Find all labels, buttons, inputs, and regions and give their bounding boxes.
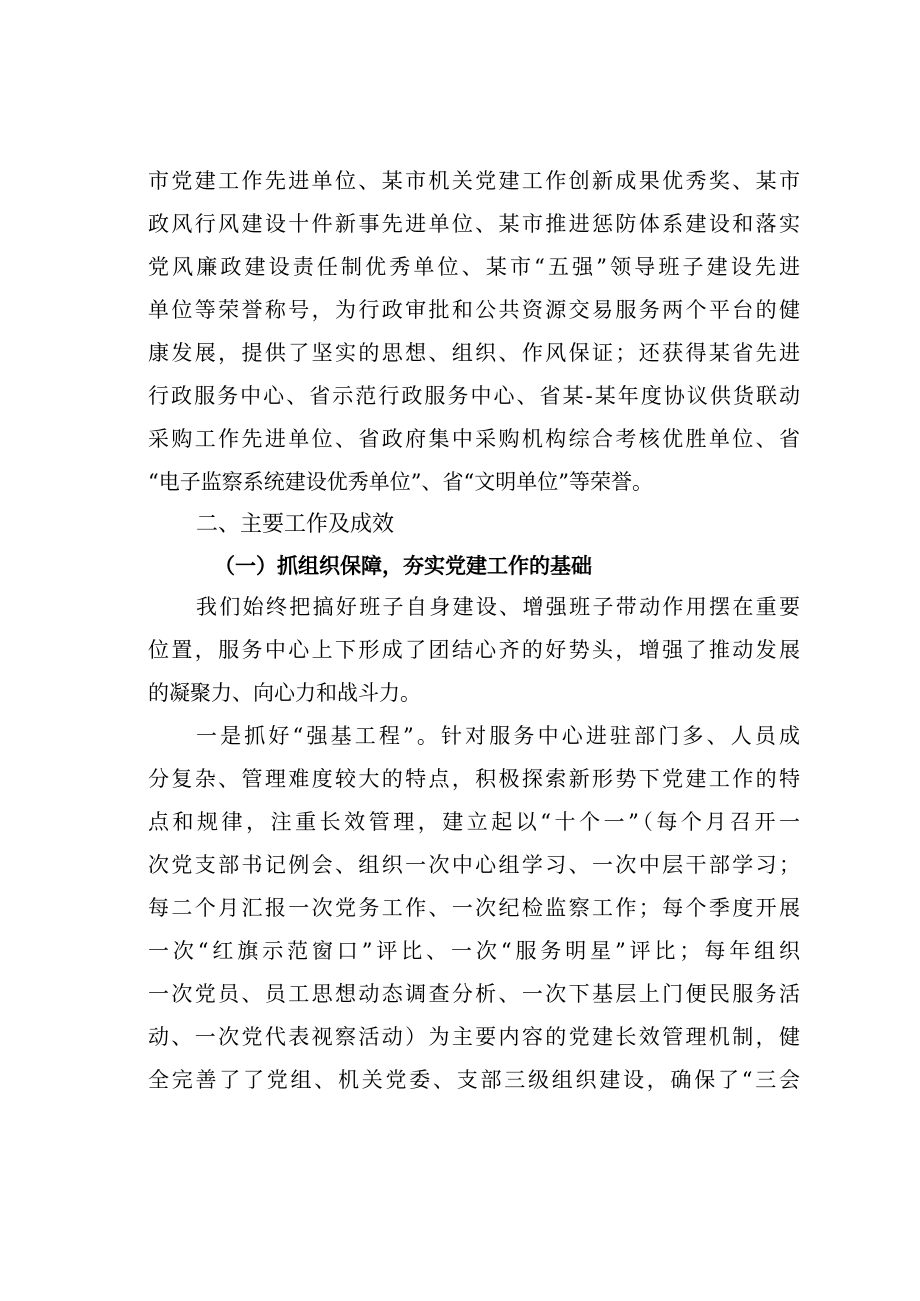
text-line: 一次“红旗示范窗口”评比、一次“服务明星”评比；每年组织 bbox=[148, 939, 800, 963]
text-line: 我们始终把搞好班子自身建设、增强班子带动作用摆在重要 bbox=[196, 595, 800, 619]
text-line: 政风行风建设十件新事先进单位、某市推进惩防体系建设和落实 bbox=[148, 212, 800, 236]
paragraph-3 bbox=[148, 715, 800, 1102]
text-line: 点和规律，注重长效管理，建立起以“十个一”（每个月召开一 bbox=[148, 810, 800, 834]
text-line: 次党支部书记例会、组织一次中心组学习、一次中层干部学习； bbox=[148, 853, 800, 877]
text-line: 市党建工作先进单位、某市机关党建工作创新成果优秀奖、某市 bbox=[148, 169, 800, 193]
text-line: 每二个月汇报一次党务工作、一次纪检监察工作；每个季度开展 bbox=[148, 896, 800, 920]
text-line: 的凝聚力、向心力和战斗力。 bbox=[148, 681, 421, 705]
text-line: 单位等荣誉称号，为行政审批和公共资源交易服务两个平台的健 bbox=[148, 298, 800, 322]
text-line: 康发展，提供了坚实的思想、组织、作风保证；还获得某省先进 bbox=[148, 341, 800, 365]
document-page bbox=[148, 160, 800, 1102]
section-heading: 二、主要工作及成效 bbox=[196, 512, 395, 537]
paragraph-2 bbox=[148, 586, 800, 715]
text-line: 采购工作先进单位、省政府集中采购机构综合考核优胜单位、省 bbox=[148, 427, 800, 451]
text-line: 分复杂、管理难度较大的特点，积极探索新形势下党建工作的特 bbox=[148, 767, 800, 791]
text-line: 位置，服务中心上下形成了团结心齐的好势头，增强了推动发展 bbox=[148, 638, 800, 662]
text-line: 一是抓好“强基工程”。针对服务中心进驻部门多、人员成 bbox=[196, 724, 800, 748]
paragraph-1 bbox=[148, 160, 800, 504]
text-line: 全完善了了党组、机关党委、支部三级组织建设，确保了“三会 bbox=[148, 1068, 800, 1092]
text-line: “电子监察系统建设优秀单位”、省“文明单位”等荣誉。 bbox=[148, 470, 653, 494]
text-line: 行政服务中心、省示范行政服务中心、省某-某年度协议供货联动 bbox=[148, 384, 800, 408]
text-line: 一次党员、员工思想动态调查分析、一次下基层上门便民服务活 bbox=[148, 982, 800, 1006]
text-line: 党风廉政建设责任制优秀单位、某市“五强”领导班子建设先进 bbox=[148, 255, 800, 279]
subsection-heading: （一）抓组织保障，夯实党建工作的基础 bbox=[214, 553, 592, 578]
text-line: 动、一次党代表视察活动）为主要内容的党建长效管理机制，健 bbox=[148, 1025, 800, 1049]
